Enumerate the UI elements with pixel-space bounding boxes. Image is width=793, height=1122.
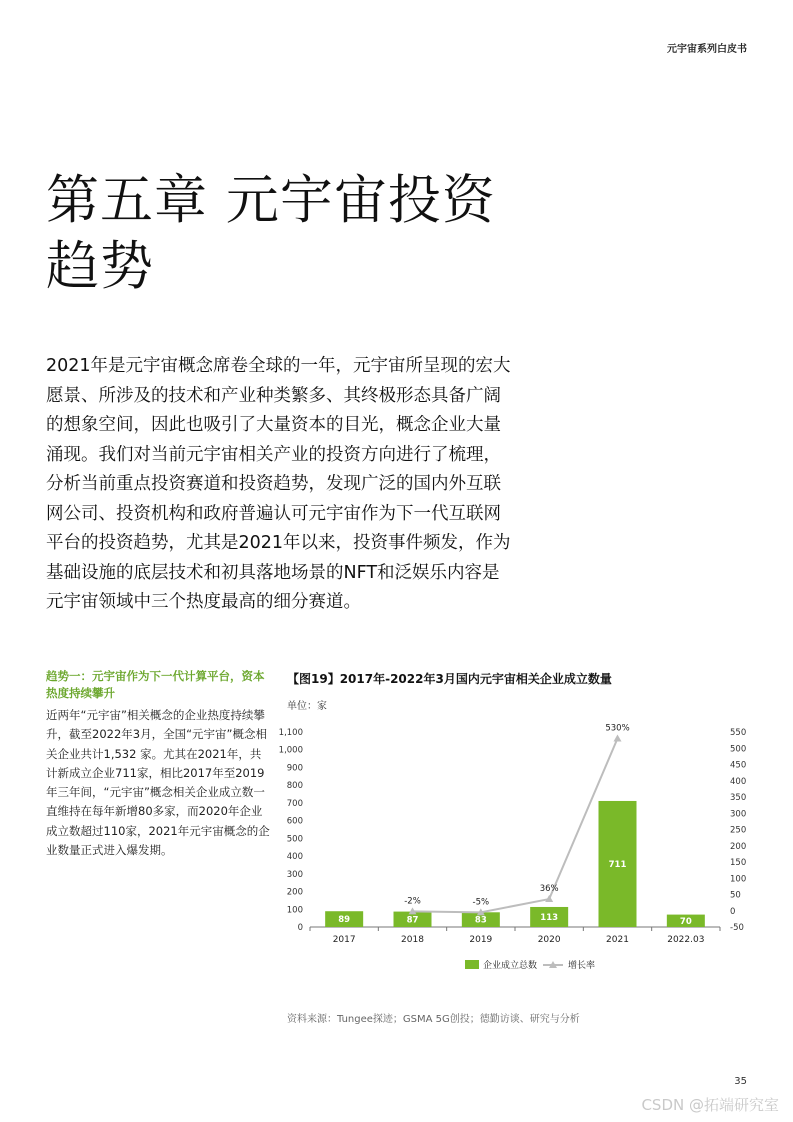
- y-left-tick-label: 200: [286, 887, 303, 898]
- x-tick-label: 2022.03: [667, 935, 705, 945]
- y-left-tick-label: 600: [286, 816, 303, 827]
- chapter-title-line1: 第五章 元宇宙投资: [46, 170, 496, 231]
- y-left-tick-label: 300: [286, 869, 303, 880]
- growth-rate-line: [413, 739, 618, 913]
- x-tick-label: 2020: [537, 935, 561, 945]
- trend-title: 趋势一：元宇宙作为下一代计算平台，资本热度持续攀升: [46, 669, 265, 700]
- growth-rate-label: 530%: [605, 723, 630, 734]
- y-right-tick-label: 400: [730, 776, 747, 787]
- y-left-tick-label: 900: [286, 763, 303, 774]
- y-left-tick-label: 700: [286, 798, 303, 809]
- legend-line-label: 增长率: [568, 961, 596, 970]
- y-right-tick-label: 500: [730, 744, 747, 755]
- x-tick-label: 2019: [469, 935, 493, 945]
- chapter-title-line2: 趋势: [46, 236, 154, 297]
- growth-rate-marker: [545, 895, 553, 902]
- y-right-tick-label: 350: [730, 793, 747, 803]
- chapter-title: [46, 168, 566, 300]
- watermark: CSDN @拓端研究室: [641, 1096, 779, 1114]
- enterprise-count-chart: [270, 715, 770, 970]
- bar-value-label: 87: [406, 915, 419, 926]
- y-right-tick-label: 250: [730, 825, 747, 836]
- growth-rate-label: -5%: [472, 897, 490, 908]
- growth-rate-label: -2%: [404, 896, 421, 907]
- y-left-tick-label: 1,000: [278, 745, 303, 756]
- bar-value-label: 113: [540, 912, 559, 923]
- y-left-tick-label: 100: [286, 905, 303, 916]
- y-right-tick-label: 50: [730, 890, 741, 901]
- y-left-tick-label: 400: [286, 852, 303, 863]
- trend-text: 近两年“元宇宙”相关概念的企业热度持续攀升，截至2022年3月，全国“元宇宙”概念相关企业共计1,532 家。尤其在2021年，共计新成立企业711家，相比2017年至2019年三年间，“元宇宙”概念相关企业成立数一直维持在每年新增80多家，而2020年企业成立数超过110家，2021年元宇宙概念的企业数量正式进入爆发期。: [46, 708, 270, 858]
- page-number: 35: [734, 1076, 747, 1087]
- chart-title: 【图19】2017年-2022年3月国内元宇宙相关企业成立数量: [287, 672, 612, 686]
- legend-bar-label: 企业成立总数: [483, 961, 538, 970]
- y-right-tick-label: 200: [730, 841, 747, 852]
- y-right-tick-label: 150: [730, 858, 747, 868]
- intro-paragraph: 2021年是元宇宙概念席卷全球的一年，元宇宙所呈现的宏大愿景、所涉及的技术和产业种类繁多、其终极形态具备广阔的想象空间，因此也吸引了大量资本的目光，概念企业大量涌现。我们对当前元宇宙相关产业的投资方向进行了梳理，分析当前重点投资赛道和投资趋势，发现广泛的国内外互联网公司、投资机构和政府普遍认可元宇宙作为下一代互联网平台的投资趋势，尤其是2021年以来，投资事件频发，作为基础设施的底层技术和初具落地场景的NFT和泛娱乐内容是元宇宙领域中三个热度最高的细分赛道。: [46, 356, 511, 612]
- bar-value-label: 89: [338, 915, 351, 926]
- bar-value-label: 711: [608, 859, 627, 870]
- y-right-tick-label: 450: [730, 760, 747, 771]
- x-tick-label: 2021: [606, 935, 629, 945]
- y-left-tick-label: 800: [286, 781, 303, 792]
- y-right-tick-label: 0: [730, 906, 736, 917]
- bar-value-label: 83: [474, 915, 487, 926]
- x-tick-label: 2018: [401, 935, 424, 945]
- y-right-tick-label: 300: [730, 809, 747, 820]
- chart-unit-label: 单位：家: [287, 701, 327, 712]
- y-right-tick-label: -50: [730, 923, 744, 933]
- y-right-tick-label: 100: [730, 874, 747, 885]
- y-left-tick-label: 500: [286, 834, 303, 845]
- source-note: 资料来源：Tungee探迹；GSMA 5G创投；德勤访谈、研究与分析: [287, 1014, 580, 1025]
- header-label: 元宇宙系列白皮书: [667, 44, 747, 55]
- bar-value-label: 70: [679, 916, 692, 927]
- y-left-tick-label: 1,100: [278, 728, 303, 738]
- growth-rate-label: 36%: [539, 884, 559, 895]
- legend-bar-swatch: [465, 960, 479, 969]
- y-right-tick-label: 550: [730, 728, 747, 738]
- x-tick-label: 2017: [332, 935, 356, 945]
- y-left-tick-label: 0: [297, 923, 303, 933]
- growth-rate-marker: [614, 735, 622, 742]
